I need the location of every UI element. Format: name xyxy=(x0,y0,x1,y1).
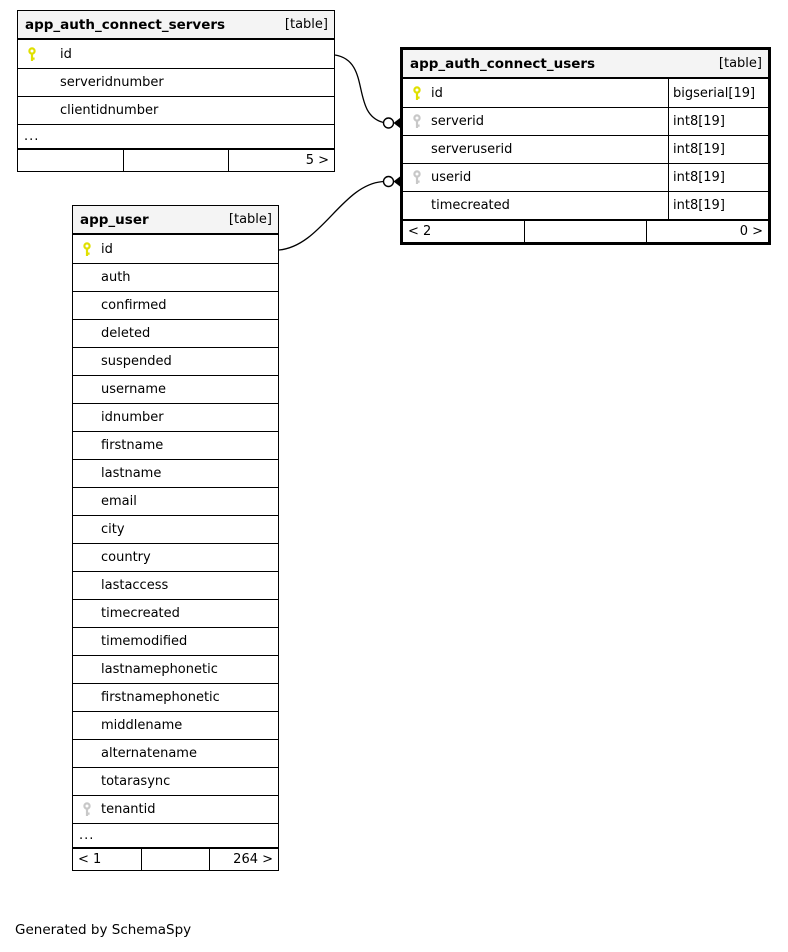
column-row-alternatename xyxy=(73,739,278,767)
column-row-timemodified xyxy=(73,627,278,655)
column-name: firstname xyxy=(101,438,164,453)
footer-center-cell xyxy=(141,849,210,870)
table-footer xyxy=(73,847,278,870)
column-row-serveridnumber xyxy=(18,68,334,96)
column-name: clientidnumber xyxy=(60,103,159,118)
column-name: userid xyxy=(431,170,472,185)
column-row-auth xyxy=(73,263,278,291)
primary-key-cell xyxy=(403,86,431,101)
column-row-firstname xyxy=(73,431,278,459)
column-name: serveridnumber xyxy=(60,75,164,90)
primary-key-icon xyxy=(27,47,37,62)
foreign-key-icon xyxy=(412,114,422,129)
table-name-link[interactable]: app_auth_connect_servers xyxy=(25,16,226,33)
primary-key-cell xyxy=(18,47,46,62)
foreign-key-cell xyxy=(73,802,101,817)
column-row-clientidnumber xyxy=(18,96,334,124)
table-name-link[interactable]: app_auth_connect_users xyxy=(410,55,596,72)
column-name: alternatename xyxy=(101,746,197,761)
column-name: timemodified xyxy=(101,634,188,649)
column-name: serveruserid xyxy=(431,142,513,157)
table-type-label: [table] xyxy=(284,17,328,32)
table-header xyxy=(403,50,768,79)
foreign-key-icon xyxy=(412,170,422,185)
column-row-serverid xyxy=(403,107,768,135)
footer-right-count: 5 > xyxy=(228,150,334,171)
footer-left-count: < 2 xyxy=(408,224,432,239)
foreign-key-cell xyxy=(403,114,431,129)
footer-right-count: 0 > xyxy=(646,221,768,242)
generator-note: Generated by SchemaSpy xyxy=(15,922,192,938)
column-rows xyxy=(73,235,278,823)
column-row-lastname xyxy=(73,459,278,487)
column-row-lastnamephonetic xyxy=(73,655,278,683)
column-rows xyxy=(403,79,768,219)
column-name: lastnamephonetic xyxy=(101,662,218,677)
column-name: auth xyxy=(101,270,131,285)
column-name: totarasync xyxy=(101,774,171,789)
column-name: deleted xyxy=(101,326,151,341)
column-rows xyxy=(18,40,334,124)
column-type: int8[19] xyxy=(668,136,768,163)
footer-left-count xyxy=(18,150,123,171)
column-type: int8[19] xyxy=(668,192,768,219)
primary-key-icon xyxy=(412,86,422,101)
more-columns-row: ... xyxy=(73,823,278,847)
table-type-label: [table] xyxy=(718,56,762,71)
column-name: username xyxy=(101,382,166,397)
column-row-idnumber xyxy=(73,403,278,431)
table-header xyxy=(18,11,334,40)
column-name: lastaccess xyxy=(101,578,169,593)
column-type: int8[19] xyxy=(668,108,768,135)
column-row-id xyxy=(73,235,278,263)
column-type: int8[19] xyxy=(668,164,768,191)
column-row-lastaccess xyxy=(73,571,278,599)
table-app_auth_connect_servers xyxy=(17,10,335,172)
column-row-serveruserid xyxy=(403,135,768,163)
column-row-tenantid xyxy=(73,795,278,823)
column-name: firstnamephonetic xyxy=(101,690,220,705)
column-row-totarasync xyxy=(73,767,278,795)
column-name: id xyxy=(60,46,72,62)
column-name: serverid xyxy=(431,114,485,129)
footer-center-cell xyxy=(524,221,646,242)
column-row-id xyxy=(18,40,334,68)
footer-left-count: < 1 xyxy=(78,852,102,867)
table-type-label: [table] xyxy=(228,212,272,227)
foreign-key-cell xyxy=(403,170,431,185)
table-footer xyxy=(403,219,768,242)
primary-key-icon xyxy=(82,242,92,257)
column-name: timecreated xyxy=(431,198,510,213)
column-name: id xyxy=(101,241,113,257)
column-name: lastname xyxy=(101,466,162,481)
column-name: suspended xyxy=(101,354,172,369)
column-row-firstnamephonetic xyxy=(73,683,278,711)
table-name-link[interactable]: app_user xyxy=(80,211,149,228)
column-name: confirmed xyxy=(101,298,167,313)
column-type: bigserial[19] xyxy=(668,79,768,107)
primary-key-cell xyxy=(73,242,101,257)
column-row-deleted xyxy=(73,319,278,347)
column-name: middlename xyxy=(101,718,183,733)
column-row-timecreated xyxy=(403,191,768,219)
column-row-username xyxy=(73,375,278,403)
column-name: idnumber xyxy=(101,410,164,425)
column-name: country xyxy=(101,550,151,565)
table-footer xyxy=(18,148,334,171)
column-name: timecreated xyxy=(101,606,180,621)
relationship-appuser-id-to-users-userid xyxy=(279,177,400,251)
table-app_user xyxy=(72,205,279,871)
column-row-timecreated xyxy=(73,599,278,627)
column-row-city xyxy=(73,515,278,543)
table-header xyxy=(73,206,278,235)
relationship-servers-id-to-users-serverid xyxy=(335,55,400,128)
column-row-suspended xyxy=(73,347,278,375)
column-row-userid xyxy=(403,163,768,191)
column-row-country xyxy=(73,543,278,571)
foreign-key-icon xyxy=(82,802,92,817)
footer-right-count: 264 > xyxy=(209,849,278,870)
column-name: city xyxy=(101,522,125,537)
table-app_auth_connect_users xyxy=(400,47,771,245)
column-name: id xyxy=(431,85,443,101)
column-row-id xyxy=(403,79,768,107)
column-name: tenantid xyxy=(101,802,156,817)
column-row-confirmed xyxy=(73,291,278,319)
column-name: email xyxy=(101,494,137,509)
column-row-email xyxy=(73,487,278,515)
column-row-middlename xyxy=(73,711,278,739)
more-columns-row: ... xyxy=(18,124,334,148)
footer-center-cell xyxy=(123,150,229,171)
